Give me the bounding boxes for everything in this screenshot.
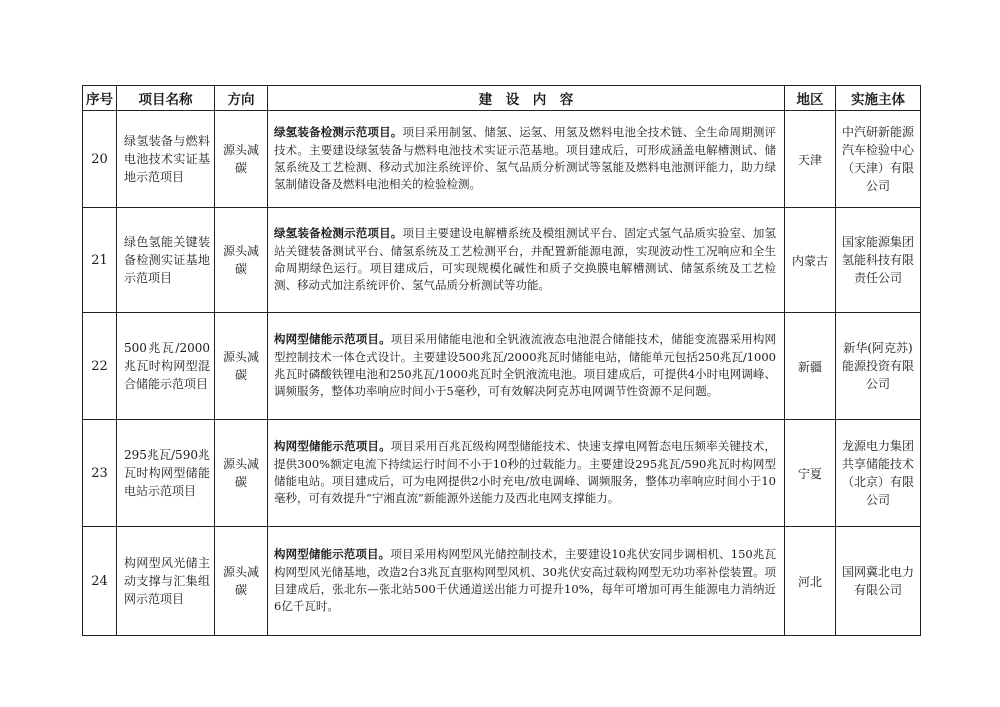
row-no: 21 [83, 208, 117, 313]
table-row [83, 208, 921, 313]
table-row [83, 527, 921, 636]
content-lead: 绿氢装备检测示范项目。 [274, 226, 403, 241]
row-no: 22 [83, 313, 117, 420]
project-table [82, 85, 921, 636]
row-entity: 中汽研新能源汽车检验中心（天津）有限公司 [836, 111, 921, 208]
row-no: 23 [83, 420, 117, 527]
row-region: 宁夏 [785, 420, 836, 527]
content-body: 项目采用百兆瓦级构网型储能技术、快速支撑电网暂态电压频率关键技术，提供300%额定电流下持续运行时间不小于10秒的过载能力。主要建设295兆瓦/590兆瓦时构网型储能电站。项目建成后，可为电网提供2小时充电/放电调峰、调频服务，整体功率响应时间小于10毫秒，可有效提升“宁湘直流”新能源外送能力及西北电网支撑能力。 [274, 439, 777, 506]
row-region: 河北 [785, 527, 836, 636]
header-no: 序号 [83, 86, 117, 111]
header-name: 项目名称 [117, 86, 215, 111]
content-lead: 绿氢装备检测示范项目。 [274, 125, 403, 140]
row-project-name: 绿氢装备与燃料电池技术实证基地示范项目 [117, 111, 215, 208]
row-entity: 龙源电力集团共享储能技术（北京）有限公司 [836, 420, 921, 527]
header-direction: 方向 [215, 86, 268, 111]
table-header-row [83, 86, 921, 111]
row-content [268, 208, 785, 313]
row-content [268, 420, 785, 527]
content-lead: 构网型储能示范项目。 [274, 439, 391, 454]
row-no: 20 [83, 111, 117, 208]
row-direction: 源头减碳 [215, 527, 268, 636]
row-region: 天津 [785, 111, 836, 208]
table-row [83, 111, 921, 208]
header-region: 地区 [785, 86, 836, 111]
row-region: 内蒙古 [785, 208, 836, 313]
row-entity: 新华(阿克苏)能源投资有限公司 [836, 313, 921, 420]
row-direction: 源头减碳 [215, 313, 268, 420]
row-no: 24 [83, 527, 117, 636]
content-lead: 构网型储能示范项目。 [274, 332, 391, 347]
row-entity: 国网冀北电力有限公司 [836, 527, 921, 636]
row-direction: 源头减碳 [215, 208, 268, 313]
row-content [268, 111, 785, 208]
row-content [268, 313, 785, 420]
content-body: 项目主要建设电解槽系统及模组测试平台、固定式氢气品质实验室、加氢站关键装备测试平台、储氢系统及工艺检测平台，并配置新能源电源，实现波动性工况响应和全生命周期绿色运行。项目建成后，可实现规模化碱性和质子交换膜电解槽测试、储氢系统及工艺检测、移动式加注系统评价、氢气品质分析测试等功能。 [274, 226, 777, 293]
row-direction: 源头减碳 [215, 420, 268, 527]
row-project-name: 295兆瓦/590兆瓦时构网型储能电站示范项目 [117, 420, 215, 527]
content-body: 项目采用储能电池和全钒液流液态电池混合储能技术，储能变流器采用构网型控制技术一体仓式设计。主要建设500兆瓦/2000兆瓦时储能电站，储能单元包括250兆瓦/1000兆瓦时磷酸铁锂电池和250兆瓦/1000兆瓦时全钒液流电池。项目建成后，可提供4小时电网调峰、调频服务，整体功率响应时间小于5毫秒，可有效解决阿克苏电网调节性资源不足问题。 [274, 332, 777, 399]
header-content: 建 设 内 容 [268, 86, 785, 111]
row-content [268, 527, 785, 636]
row-entity: 国家能源集团氢能科技有限责任公司 [836, 208, 921, 313]
row-project-name: 构网型风光储主动支撑与汇集组网示范项目 [117, 527, 215, 636]
content-body: 项目采用制氢、储氢、运氢、用氢及燃料电池全技术链、全生命周期测评技术。主要建设绿氢装备与燃料电池技术实证示范基地。项目建成后，可形成涵盖电解槽测试、储氢系统及工艺检测、移动式加注系统评价、氢气品质分析测试等氢能及燃料电池测评能力，助力绿氢制储设备及燃料电池相关的检验检测。 [274, 125, 777, 192]
header-entity: 实施主体 [836, 86, 921, 111]
row-project-name: 500兆瓦/2000兆瓦时构网型混合储能示范项目 [117, 313, 215, 420]
table-row [83, 420, 921, 527]
row-project-name: 绿色氢能关键装备检测实证基地示范项目 [117, 208, 215, 313]
content-lead: 构网型储能示范项目。 [274, 547, 391, 562]
content-body: 项目采用构网型风光储控制技术，主要建设10兆伏安同步调相机、150兆瓦构网型风光储基地，改造2台3兆瓦直驱构网型风机、30兆伏安高过载构网型无功功率补偿装置。项目建成后，张北东—张北站500千伏通道送出能力可提升10%，每年可增加可再生能源电力消纳近6亿千瓦时。 [274, 547, 776, 614]
table-row [83, 313, 921, 420]
row-direction: 源头减碳 [215, 111, 268, 208]
row-region: 新疆 [785, 313, 836, 420]
